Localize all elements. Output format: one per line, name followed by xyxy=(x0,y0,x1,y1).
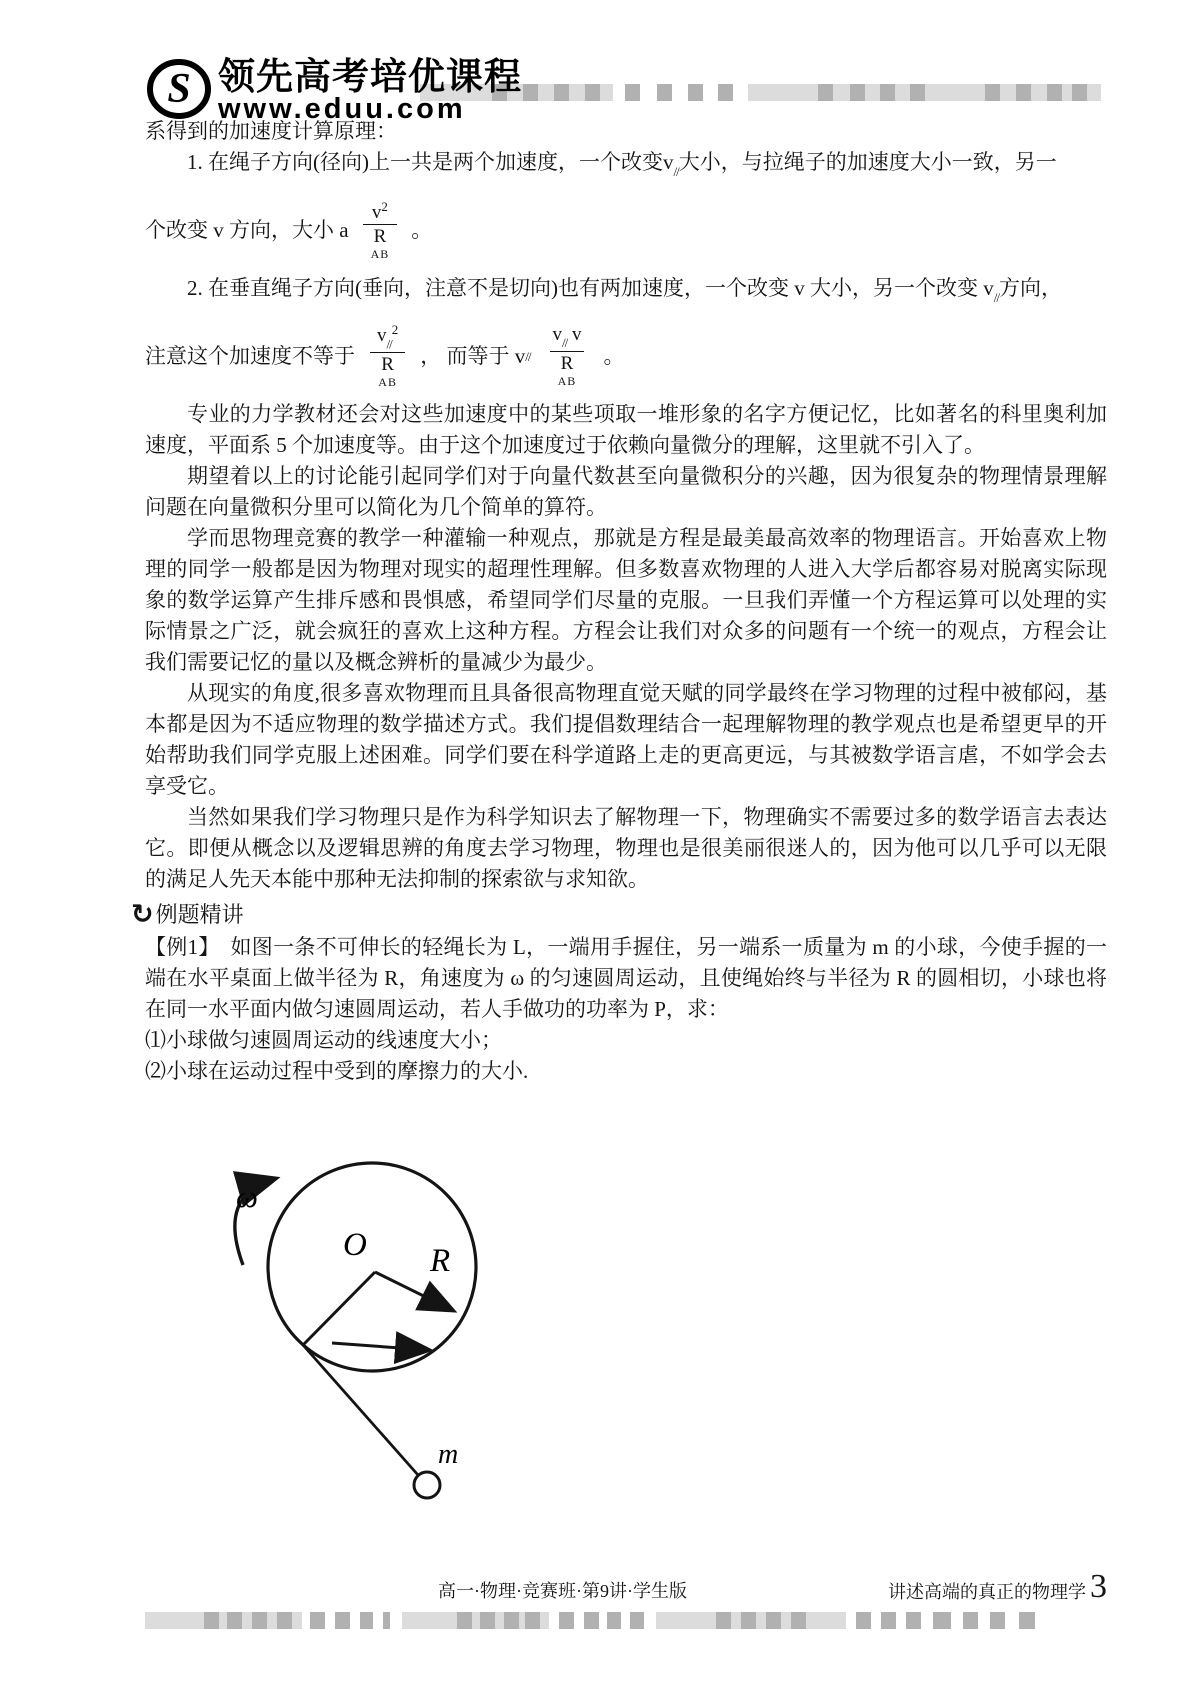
logo-url: www.eduu.com xyxy=(218,93,466,125)
logo-title: 领先高考培优课程 xyxy=(218,56,522,97)
intro-line: 系得到的加速度计算原理： xyxy=(145,119,397,143)
string-line xyxy=(303,1345,418,1475)
footer-slogan-text: 讲述高端的真正的物理学 xyxy=(888,1582,1086,1602)
footer-deco-bar xyxy=(145,1612,1035,1629)
radius-label: R xyxy=(430,1243,451,1280)
paragraph: 当然如果我们学习物理只是作为科学知识去了解物理一下，物理确实不需要过多的数学语言去表达它。即便从概念以及逻辑思辨的角度去学习物理，物理也是很美丽很迷人的，因为他可以几乎可以无限的满足人先天本能中那种无法抑制的探索欲与求知欲。 xyxy=(145,805,1107,892)
fraction-3: $v_{//}$ v R AB xyxy=(544,324,589,388)
paragraph: 学而思物理竞赛的教学一种灌输一种观点，那就是方程是最美最高效率的物理语言。开始喜欢上物理的同学一般都是因为物理对现实的超理性理解。但多数喜欢物理的人进入大学后都容易对脱离实际现象的数学运算产生排斥感和畏惧感，希望同学们尽量的克服。一旦我们弄懂一个方程运算可以处理的实际情景之广泛，就会疯狂的喜欢上这种方程。方程会让我们对众多的问题有一个统一的观点，方程会让我们需要记忆的量以及概念辨析的量减少为最少。 xyxy=(145,526,1107,675)
item-1: 1. 在绳子方向(径向)上一共是两个加速度，一个改变$v_{//}$大小，与拉绳子的加速度大小一致，另一 xyxy=(187,150,1057,180)
footer-slogan xyxy=(888,1570,1107,1604)
mass-label: m xyxy=(438,1439,459,1471)
formula-line-2: 注意这个加速度不等于 $v_{//}^2$ R AB ， 而等于 v // $v_{//}$ v R AB 。 xyxy=(145,322,625,390)
example-section-header xyxy=(131,899,1107,930)
logo-letter: S xyxy=(167,66,191,112)
question-1: ⑴小球做匀速圆周运动的线速度大小； xyxy=(145,1028,502,1053)
center-to-tangent-line xyxy=(303,1272,375,1345)
paragraph: 从现实的角度,很多喜欢物理而且具备很高物理直觉天赋的同学最终在学习物理的过程中被郁闷，基本都是因为不适应物理的数学描述方式。我们提倡数理结合一起理解物理的教学观点也是希望更早的开始帮助我们同学克服上述困难。同学们要在科学道路上走的更高更远，与其被数学语言虐，不如学会去享受它。 xyxy=(145,681,1107,799)
main-text xyxy=(131,116,1107,1536)
formula-line-1: 个改变 v 方向，大小 a $v^2$ R AB 。 xyxy=(145,198,433,261)
fraction-2: $v_{//}^2$ R AB xyxy=(369,323,406,389)
fraction-1: $v^2$ R AB xyxy=(363,200,398,261)
circular-arrow-icon: ↻ xyxy=(131,899,154,931)
question-2: ⑵小球在运动过程中受到的摩擦力的大小. xyxy=(145,1059,529,1084)
footer-course-info: 高一·物理·竞赛班·第9讲·学生版 xyxy=(438,1581,687,1601)
section-title: 例题精讲 xyxy=(155,902,244,928)
ball xyxy=(414,1472,440,1498)
paragraph: 专业的力学教材还会对这些加速度中的某些项取一堆形象的名字方便记忆，比如著名的科里奥利加速度，平面系 5 个加速度等。由于这个加速度过于依赖向量微分的理解，这里就不引入了。 xyxy=(145,402,1107,458)
omega-label: ω xyxy=(236,1179,258,1215)
example-1-text: 【例1】 如图一条不可伸长的轻绳长为 L，一端用手握住，另一端系一质量为 m 的小球，今使手握的一端在水平桌面上做半径为 R，角速度为 ω 的匀速圆周运动，且使绳始终与半径为 R 的圆相切，小球也将在同一水平面内做匀速圆周运动，若人手做功的功率为 P，求： xyxy=(145,935,1107,1022)
circular-motion-figure xyxy=(190,1095,520,1527)
paragraph: 期望着以上的讨论能引起同学们对于向量代数甚至向量微积分的兴趣，因为很复杂的物理情景理解问题在向量微积分里可以简化为几个简单的算符。 xyxy=(145,464,1107,520)
item-2: 2. 在垂直绳子方向(垂向，注意不是切向)也有两加速度，一个改变 v 大小，另一个改变 $v_{//}$方向， xyxy=(187,276,1062,306)
page-number: 3 xyxy=(1090,1568,1107,1605)
velocity-arrow xyxy=(332,1343,428,1350)
logo-s-icon xyxy=(146,58,212,120)
header-logo xyxy=(146,56,522,125)
center-label: O xyxy=(343,1227,367,1264)
header-deco-bar xyxy=(420,84,1101,101)
